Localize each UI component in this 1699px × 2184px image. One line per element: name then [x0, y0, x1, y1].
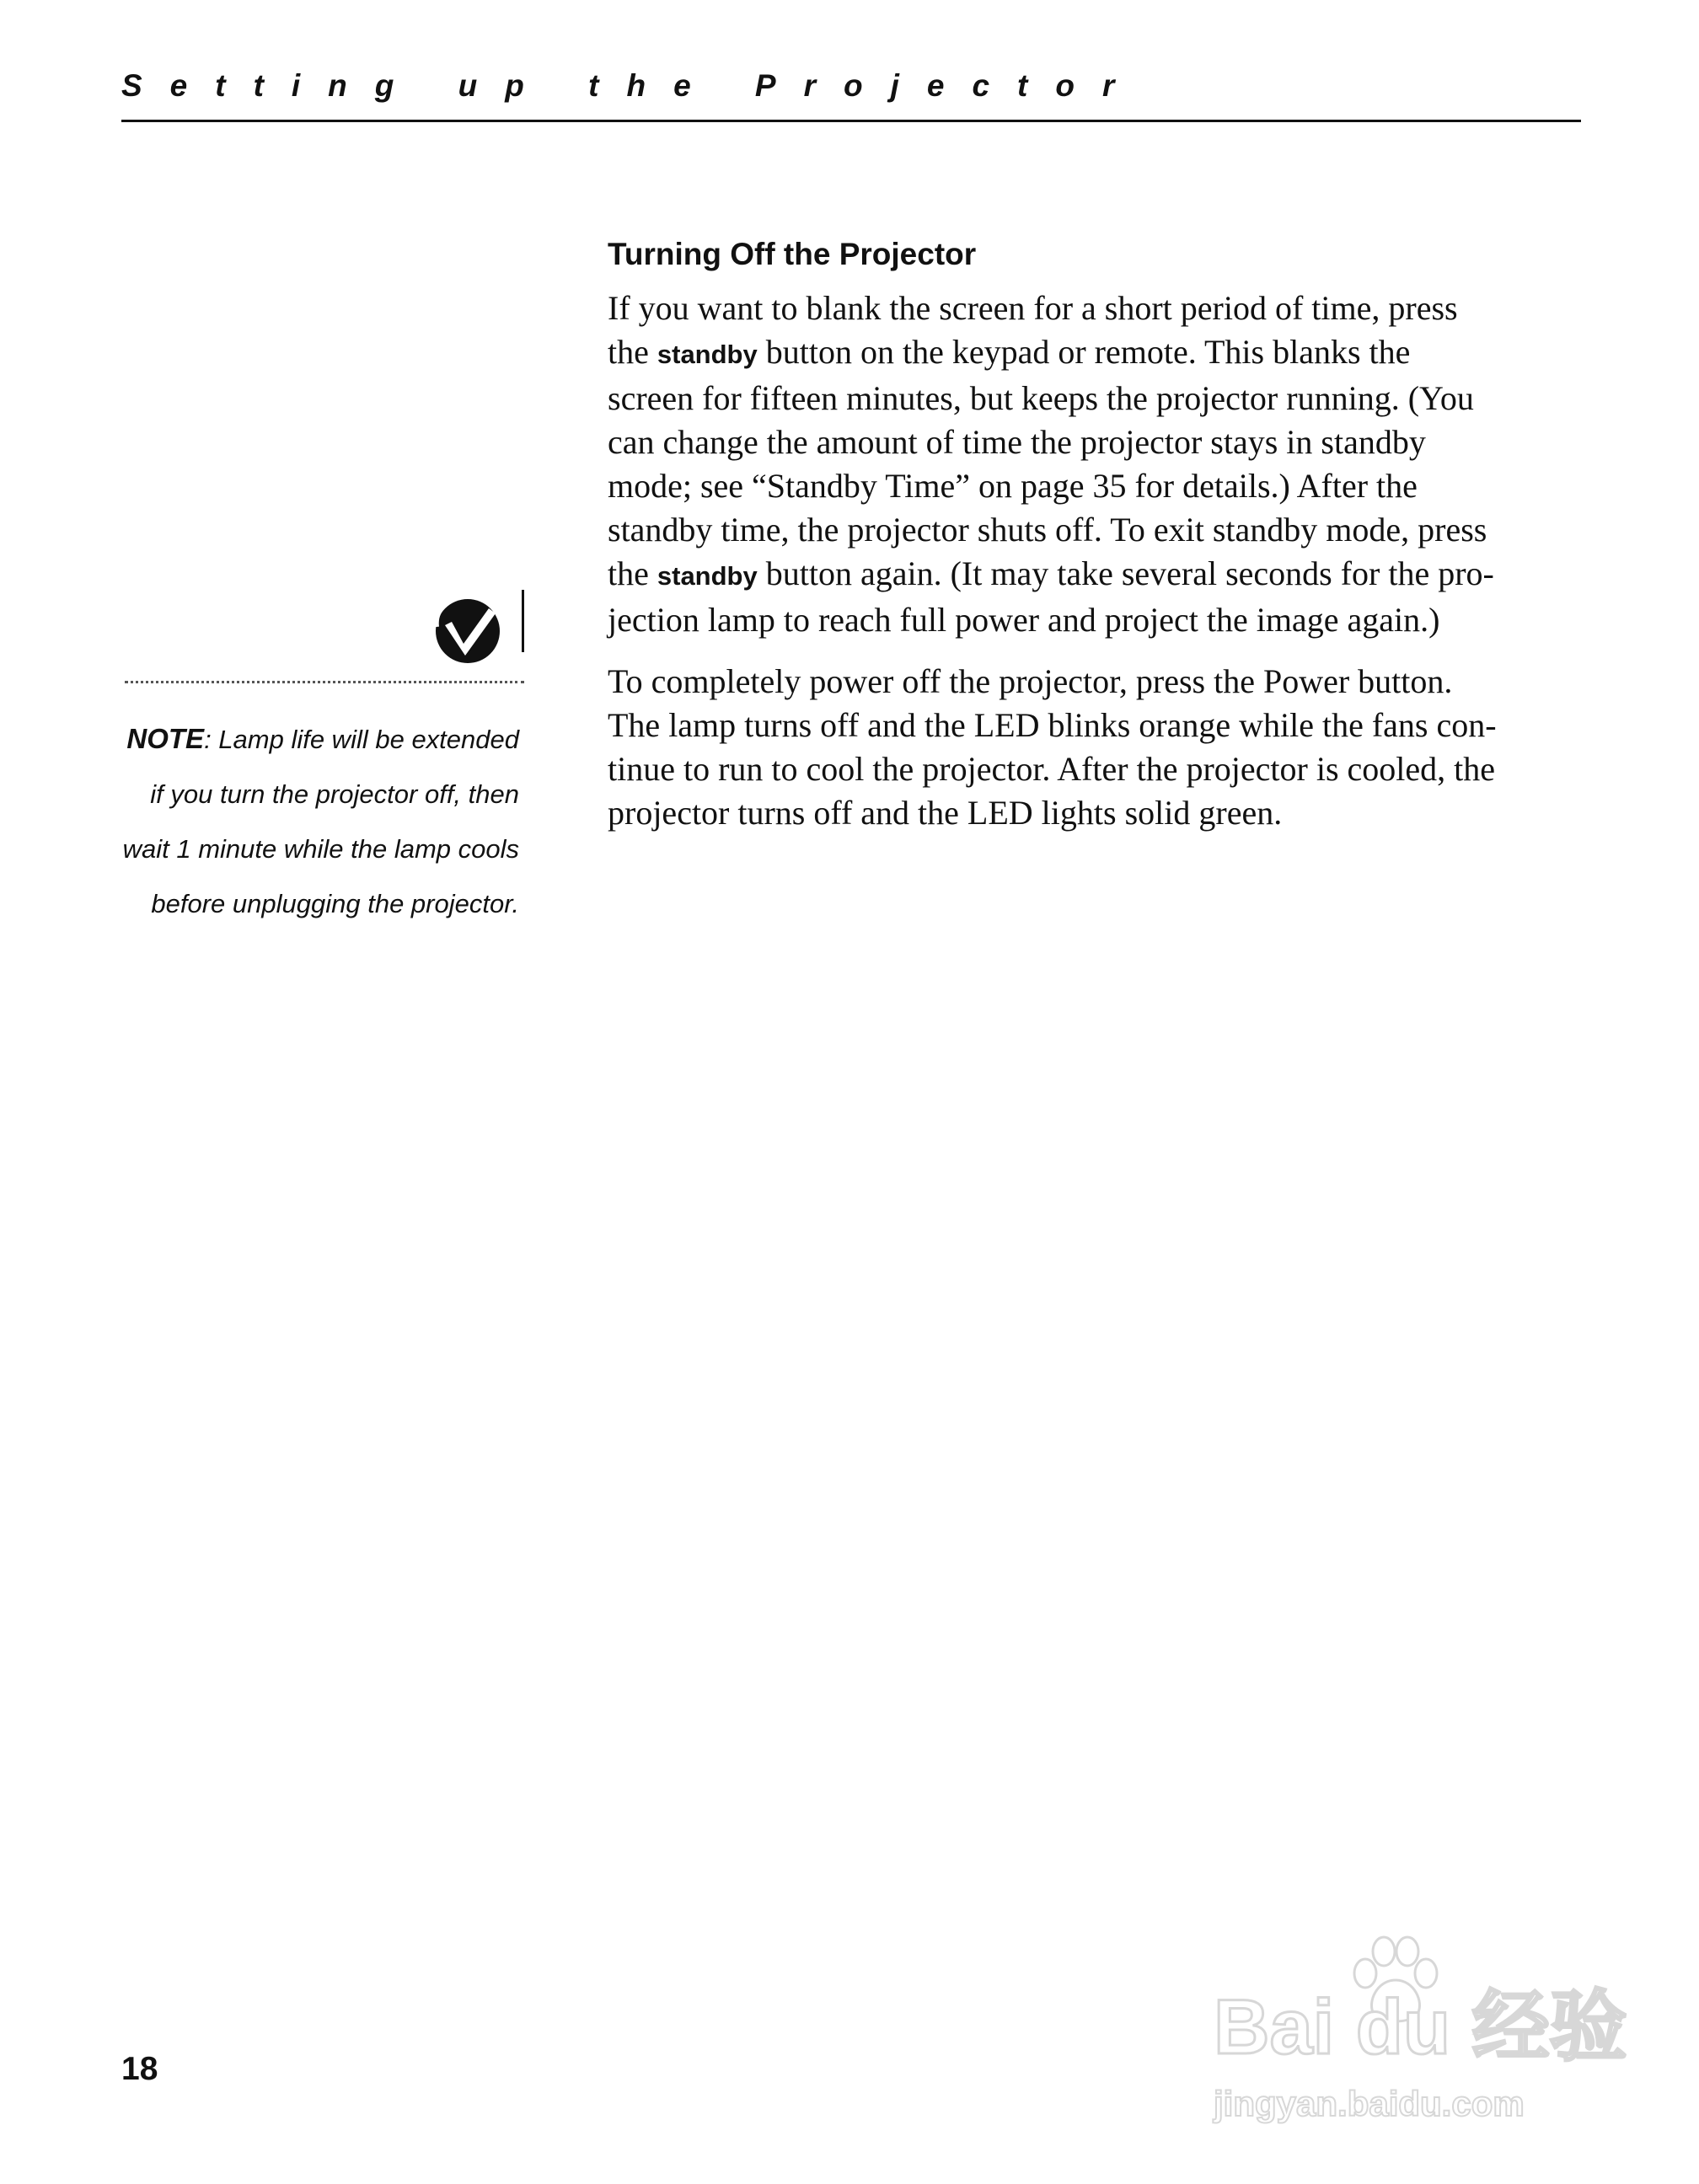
baidu-watermark [1205, 1930, 1627, 2140]
paragraph-line: projector turns off and the LED lights solid green. [608, 794, 1283, 832]
paragraph-line [608, 330, 1585, 377]
header-rule [121, 120, 1581, 122]
note-callout [101, 711, 519, 931]
paragraph-line: can change the amount of time the projector stays in standby [608, 423, 1426, 461]
standby-keyword: standby [657, 561, 758, 591]
main-content [608, 229, 1585, 835]
paragraph-line: tinue to run to cool the projector. After the projector is cooled, the [608, 750, 1496, 788]
standby-keyword: standby [657, 340, 758, 369]
inline-text: button again. (It may take several seconds for the pro- [757, 554, 1494, 592]
paragraph-line [608, 552, 1585, 598]
note-label: NOTE [126, 723, 205, 754]
paragraph-line: standby time, the projector shuts off. To exit standby mode, press [608, 511, 1487, 549]
page-number: 18 [121, 2051, 158, 2087]
note-divider-bar [522, 590, 524, 652]
header-title: Setting up the Projector [121, 68, 1143, 103]
note-line: if you turn the projector off, then [150, 779, 519, 809]
checkmark-icon [433, 597, 502, 666]
inline-text: the [608, 333, 657, 371]
note-line: before unplugging the projector. [151, 889, 519, 918]
paragraph-line: mode; see “Standby Time” on page 35 for details.) After the [608, 467, 1418, 505]
paragraph-line: screen for fifteen minutes, but keeps the projector running. (You [608, 379, 1474, 417]
paragraph-line: The lamp turns off and the LED blinks orange while the fans con- [608, 706, 1497, 744]
inline-text: button on the keypad or remote. This blanks the [757, 333, 1411, 371]
note-line: wait 1 minute while the lamp cools [122, 834, 519, 864]
watermark-url: jingyan.baidu.com [1214, 2084, 1525, 2123]
section-heading: Turning Off the Projector [608, 237, 977, 271]
note-line [101, 711, 519, 767]
paragraph-line: jection lamp to reach full power and project the image again.) [608, 601, 1440, 639]
paragraph-standby [608, 286, 1585, 642]
paragraph-power-off [608, 660, 1585, 835]
paragraph-line: To completely power off the projector, press the Power button. [608, 662, 1453, 700]
watermark-text: Bai du 经验 [1214, 1984, 1627, 2070]
inline-text: : Lamp life will be extended [204, 725, 519, 754]
paragraph-line: If you want to blank the screen for a short period of time, press [608, 289, 1458, 327]
note-dotted-rule [125, 681, 524, 683]
inline-text: the [608, 554, 657, 592]
running-header [121, 67, 1579, 118]
